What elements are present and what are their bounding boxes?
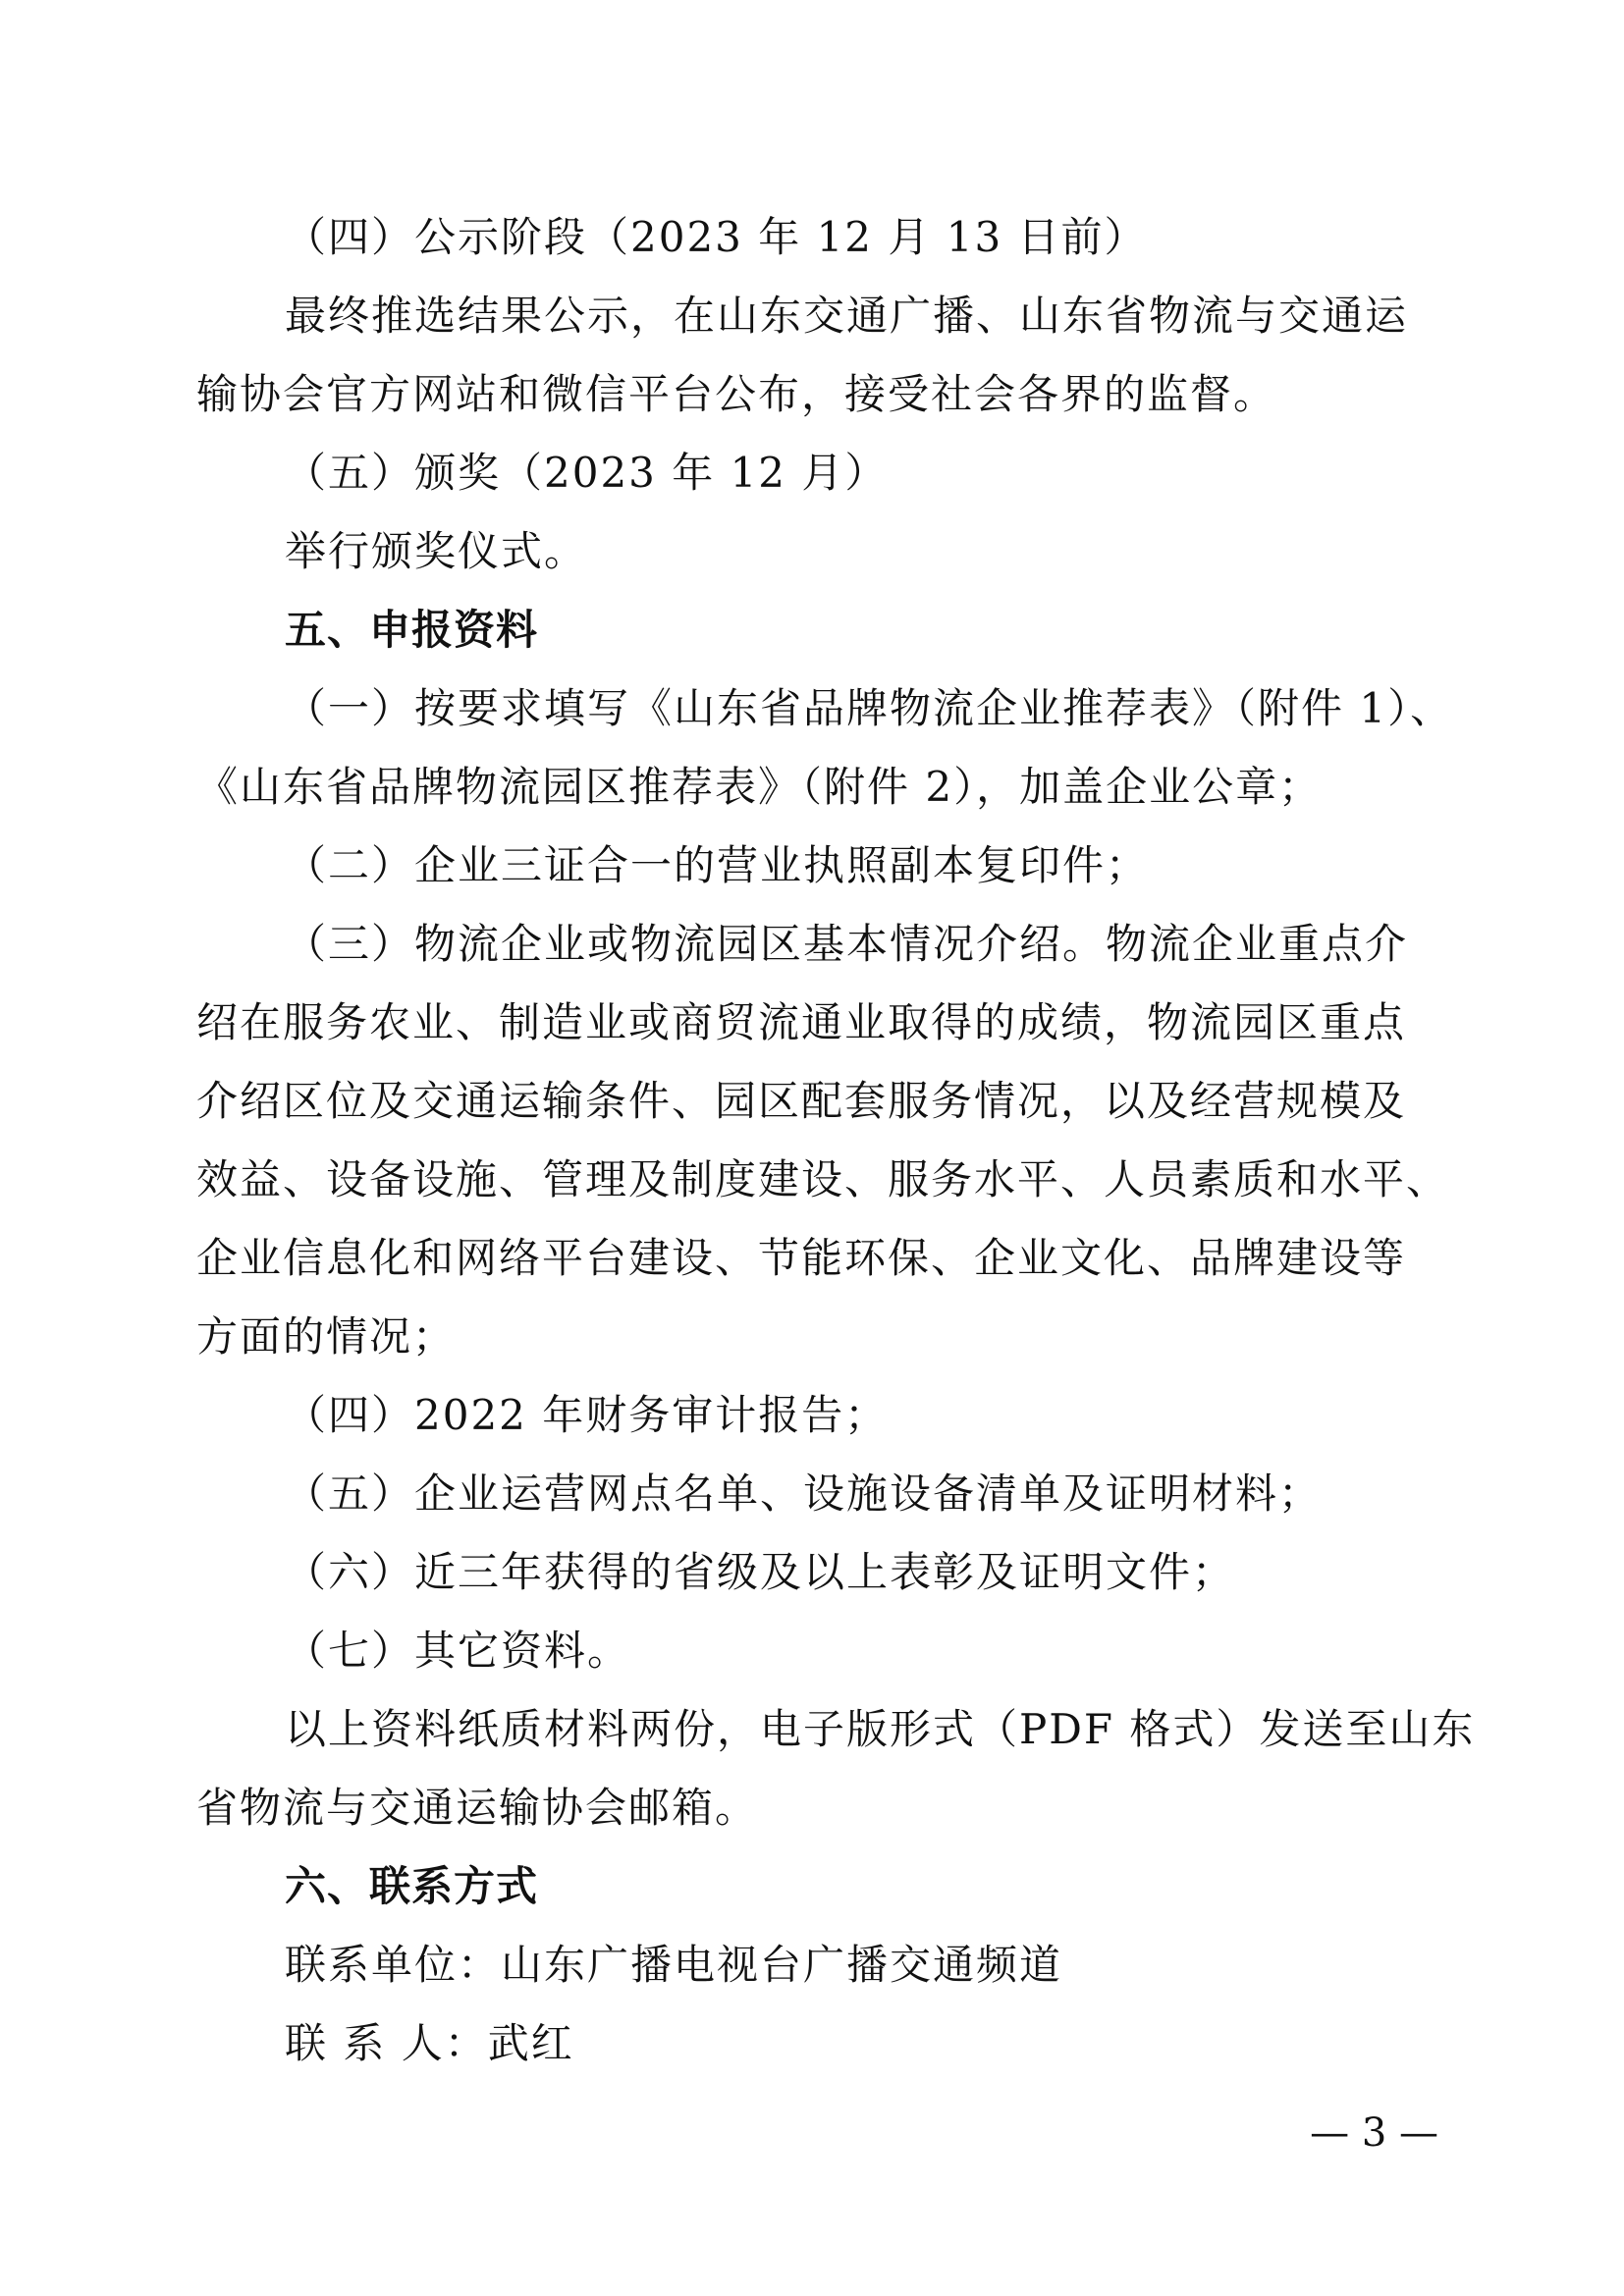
paragraph-line: 介绍区位及交通运输条件、园区配套服务情况，以及经营规模及 [196,1077,1407,1125]
contact-unit: 联系单位：山东广播电视台广播交通频道 [285,1941,1063,1989]
list-item-line: （五）企业运营网点名单、设施设备清单及证明材料； [285,1469,1323,1518]
paragraph-line: 方面的情况； [196,1312,457,1361]
list-item-line: （三）物流企业或物流园区基本情况介绍。物流企业重点介 [285,920,1409,968]
paragraph-line: 绍在服务农业、制造业或商贸流通业取得的成绩，物流园区重点 [196,998,1407,1046]
paragraph-line: 最终推选结果公示，在山东交通广播、山东省物流与交通运 [285,292,1409,340]
subsection-publicity-title: （四）公示阶段（2023 年 12 月 13 日前） [285,213,1148,261]
subsection-award-title: （五）颁奖（2023 年 12 月） [285,449,889,497]
page-number: — 3 — [1310,2110,1438,2156]
paragraph-line: 举行颁奖仪式。 [285,527,588,575]
list-item-line: （一）按要求填写《山东省品牌物流企业推荐表》（附件 1）、 [285,684,1454,732]
contact-person: 联 系 人：武红 [285,2019,574,2067]
list-item-line: 《山东省品牌物流园区推荐表》（附件 2），加盖企业公章； [196,763,1323,811]
list-item-line: （二）企业三证合一的营业执照副本复印件； [285,841,1150,889]
paragraph-line: 以上资料纸质材料两份，电子版形式（PDF 格式）发送至山东 [285,1705,1476,1753]
list-item-line: （六）近三年获得的省级及以上表彰及证明文件； [285,1548,1236,1596]
paragraph-line: 企业信息化和网络平台建设、节能环保、企业文化、品牌建设等 [196,1234,1407,1282]
section-heading-materials: 五、申报资料 [285,606,539,654]
list-item-line: （七）其它资料。 [285,1627,631,1675]
paragraph-line: 省物流与交通运输协会邮箱。 [196,1784,759,1832]
paragraph-line: 输协会官方网站和微信平台公布，接受社会各界的监督。 [196,370,1277,418]
section-heading-contact: 六、联系方式 [285,1862,539,1910]
list-item-line: （四）2022 年财务审计报告； [285,1391,889,1439]
paragraph-line: 效益、设备设施、管理及制度建设、服务水平、人员素质和水平、 [196,1155,1450,1203]
